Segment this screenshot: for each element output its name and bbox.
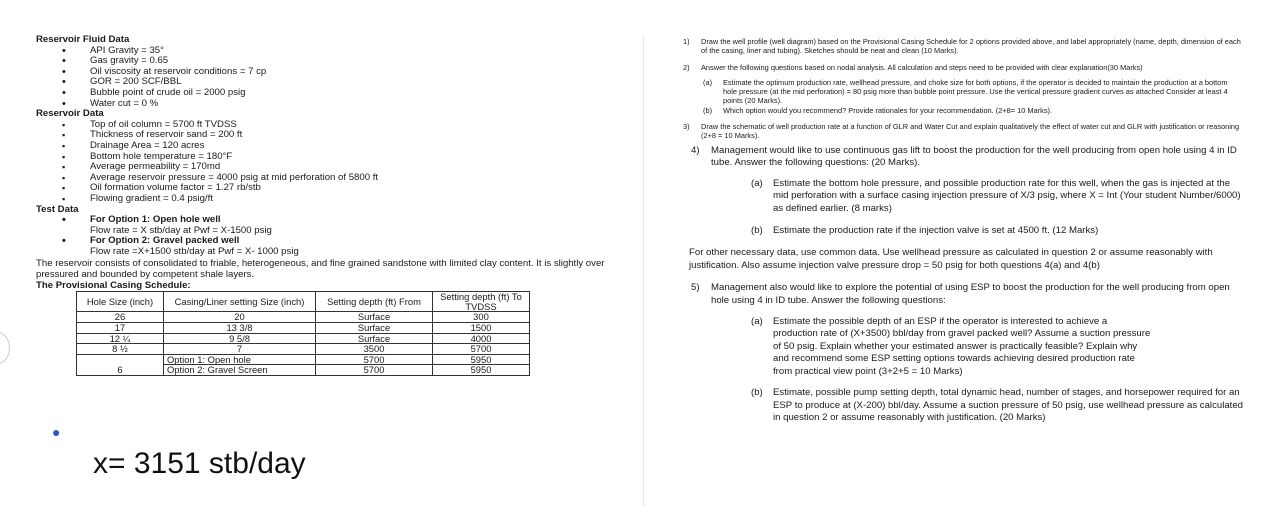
question-number: (b) bbox=[751, 225, 763, 237]
list-item: • Oil viscosity at reservoir conditions = 7 cp bbox=[36, 67, 636, 78]
question-5b bbox=[683, 387, 1243, 424]
table-cell: 5700 bbox=[433, 344, 530, 355]
question-number: (a) bbox=[751, 316, 763, 328]
reservoir-data-column bbox=[36, 35, 636, 376]
question-3 bbox=[683, 122, 1243, 140]
question-text: Management also would like to explore the potential of using ESP to boost the production for the well producing from open hole using 4 in ID tube. Answer the following questions: bbox=[711, 282, 1230, 306]
reservoir-description: The reservoir consists of consolidated to friable, heterogeneous, and fine grained sandstone with limited clay content. It is slightly over pressured and bounded by competent shale layers. bbox=[36, 258, 605, 281]
list-item: • Bubble point of crude oil = 2000 psig bbox=[36, 88, 636, 99]
table-cell: 5950 bbox=[433, 365, 530, 376]
questions-column bbox=[683, 36, 1243, 424]
test-data-list bbox=[36, 215, 636, 226]
table-cell: 17 bbox=[77, 323, 164, 334]
question-1 bbox=[683, 37, 1243, 55]
column-header: Casing/Liner setting Size (inch) bbox=[164, 292, 316, 312]
question-number: 1) bbox=[683, 37, 690, 46]
table-cell: 7 bbox=[164, 344, 316, 355]
option1-title: • For Option 1: Open hole well bbox=[36, 215, 636, 226]
table-cell: 4000 bbox=[433, 333, 530, 344]
column-header: Setting depth (ft) To TVDSS bbox=[433, 292, 530, 312]
table-cell: 6 bbox=[77, 354, 164, 375]
question-text: Estimate, possible pump setting depth, total dynamic head, number of stages, and horsepower required for an ESP to produce at (X-200) bbl/day. Assume a suction pressure of 50 psig, use wellhead pressure as calculated in question 2 or assume reasonably with justification. (20 Marks) bbox=[773, 387, 1244, 423]
table-cell: Surface bbox=[316, 323, 433, 334]
table-row bbox=[77, 344, 530, 355]
question-text: Which option would you recommend? Provide rationales for your recommendation. (2+8= 10 Marks). bbox=[723, 106, 1053, 115]
table-cell: 300 bbox=[433, 312, 530, 323]
list-item: ▪ Top of oil column = 5700 ft TVDSS bbox=[36, 120, 636, 131]
question-text: Estimate the possible depth of an ESP if the operator is interested to achieve a production rate of (X+3500) bbl/day from gravel packed well? Assume a suction pressure of 50 psig. Explain whether your estimated answer is practically feasible? Explain why and recommend some ESP setting options towards achieving desired production rate from practical view point (3+2+5 = 10 Marks) bbox=[773, 316, 1151, 377]
question-text: Estimate the optimum production rate, wellhead pressure, and choke size for both options, if the operator is decided to maintain the production at a bottom hole pressure (at the mid perforation) = 80 psig more than bubble point pressure. Use the vertical pressure gradient curves as attached Consider at least 4 points (20 Marks). bbox=[723, 78, 1228, 105]
table-cell: Surface bbox=[316, 312, 433, 323]
option2-flow: Flow rate =X+1500 stb/day at Pwf = X- 1000 psig bbox=[90, 245, 299, 257]
table-cell: 20 bbox=[164, 312, 316, 323]
question-2 bbox=[683, 63, 1243, 72]
bullet-dot: ● bbox=[52, 424, 61, 440]
table-cell: 8 ½ bbox=[77, 344, 164, 355]
option2-label: Option 2 bbox=[167, 364, 203, 376]
list-item: ▪ Thickness of reservoir sand = 200 ft bbox=[36, 130, 636, 141]
list-item: ▪ Flowing gradient = 0.4 psig/ft bbox=[36, 194, 636, 205]
note-text: For other necessary data, use common data. Use wellhead pressure as calculated in question 2 or assume reasonably with justification. Also assume injection valve pressure drop = 50 psig for both questions 4(a) and 4(b) bbox=[689, 247, 1213, 271]
question-text: Draw the schematic of well production rate at a function of GLR and Water Cut and explain qualitatively the effect of water cut and GLR with justification or reasoning (2+8 = 10 Marks). bbox=[701, 122, 1240, 140]
table-cell: 5700 bbox=[316, 365, 433, 376]
option1-suffix: : Open hole bbox=[202, 353, 251, 365]
table-row bbox=[77, 323, 530, 334]
page-divider bbox=[643, 36, 644, 506]
page-edge-scroll-handle[interactable] bbox=[0, 332, 10, 364]
reservoir-data-list bbox=[36, 120, 636, 205]
option2-suffix: : Gravel Screen bbox=[202, 364, 268, 376]
list-item: ▪ Average permeability = 170md bbox=[36, 162, 636, 173]
option1-flow: Flow rate = X stb/day at Pwf = X-1500 psig bbox=[90, 224, 272, 236]
question-number: 2) bbox=[683, 63, 690, 72]
question-text: Management would like to use continuous gas lift to boost the production for the well producing from open hole using 4 in ID tube. Answer the following questions: (20 Marks). bbox=[711, 145, 1237, 169]
question-number: (b) bbox=[703, 106, 713, 115]
question-4 bbox=[685, 145, 1245, 170]
answer-text: x= 3151 stb/day bbox=[93, 447, 306, 480]
table-header-row bbox=[77, 292, 530, 312]
table-cell: 13 3/8 bbox=[164, 323, 316, 334]
casing-schedule-table bbox=[76, 291, 530, 376]
list-item: • Gas gravity = 0.65 bbox=[36, 56, 636, 67]
question-2a bbox=[683, 78, 1243, 105]
question-text: Estimate the bottom hole pressure, and possible production rate for this well, when the gas is injected at the mid perforation with a surface casing injection pressure of X/3 psig, where X = Int (Your student Number/6000) as defined earlier. (8 marks) bbox=[773, 177, 1241, 214]
table-cell: Surface bbox=[316, 333, 433, 344]
table-row bbox=[77, 312, 530, 323]
question-2b bbox=[683, 106, 1243, 115]
reservoir-fluid-list bbox=[36, 46, 636, 110]
table-cell: 5950 bbox=[433, 354, 530, 365]
option1-label: Option 1 bbox=[167, 353, 203, 365]
question-text: Estimate the production rate if the injection valve is set at 4500 ft. (12 Marks) bbox=[773, 225, 1099, 237]
test-data-list-2 bbox=[36, 236, 636, 247]
question-number: (a) bbox=[703, 78, 713, 87]
table-cell: 1500 bbox=[433, 323, 530, 334]
question-5 bbox=[685, 282, 1245, 307]
table-cell: 12 ¼ bbox=[77, 333, 164, 344]
list-item: ▪ Oil formation volume factor = 1.27 rb/stb bbox=[36, 183, 636, 194]
list-item: ▪ Drainage Area = 120 acres bbox=[36, 141, 636, 152]
question-4b bbox=[683, 225, 1243, 237]
list-item: ▪ Bottom hole temperature = 180°F bbox=[36, 152, 636, 163]
list-item: • GOR = 200 SCF/BBL bbox=[36, 77, 636, 88]
table-cell: 9 5/8 bbox=[164, 333, 316, 344]
table-row bbox=[77, 354, 530, 365]
question-4a bbox=[683, 178, 1243, 215]
reservoir-fluid-heading: Reservoir Fluid Data bbox=[36, 34, 130, 45]
question-number: 4) bbox=[691, 145, 700, 156]
question-5a bbox=[683, 316, 1153, 378]
common-data-note bbox=[683, 247, 1243, 272]
test-data-heading: Test Data bbox=[36, 203, 79, 215]
column-header: Hole Size (inch) bbox=[77, 292, 164, 312]
table-cell bbox=[164, 354, 316, 365]
reservoir-data-heading: Reservoir Data bbox=[36, 108, 104, 120]
list-item: • API Gravity = 35° bbox=[36, 46, 636, 57]
question-number: 5) bbox=[691, 282, 700, 294]
table-cell: 3500 bbox=[316, 344, 433, 355]
table-cell: 26 bbox=[77, 312, 164, 323]
table-cell bbox=[164, 365, 316, 376]
question-number: 3) bbox=[683, 122, 690, 131]
list-item: ▪ Average reservoir pressure = 4000 psig at mid perforation of 5800 ft bbox=[36, 173, 636, 184]
question-text: Answer the following questions based on nodal analysis. All calculation and steps need to be provided with clear explanation(30 Marks) bbox=[701, 63, 1143, 72]
table-cell: 5700 bbox=[316, 354, 433, 365]
column-header: Setting depth (ft) From bbox=[316, 292, 433, 312]
question-text: Draw the well profile (well diagram) based on the Provisional Casing Schedule for 2 options provided above, and label appropriately (name, depth, dimension of each of the casing, liner and tubing). Sketches should be neat and clean (10 Marks). bbox=[701, 37, 1241, 55]
option2-title: • For Option 2: Gravel packed well bbox=[36, 236, 636, 247]
table-row bbox=[77, 333, 530, 344]
question-number: (a) bbox=[751, 177, 763, 189]
casing-schedule-title: The Provisional Casing Schedule: bbox=[36, 279, 191, 291]
question-number: (b) bbox=[751, 387, 763, 399]
list-item: • Water cut = 0 % bbox=[36, 99, 636, 110]
